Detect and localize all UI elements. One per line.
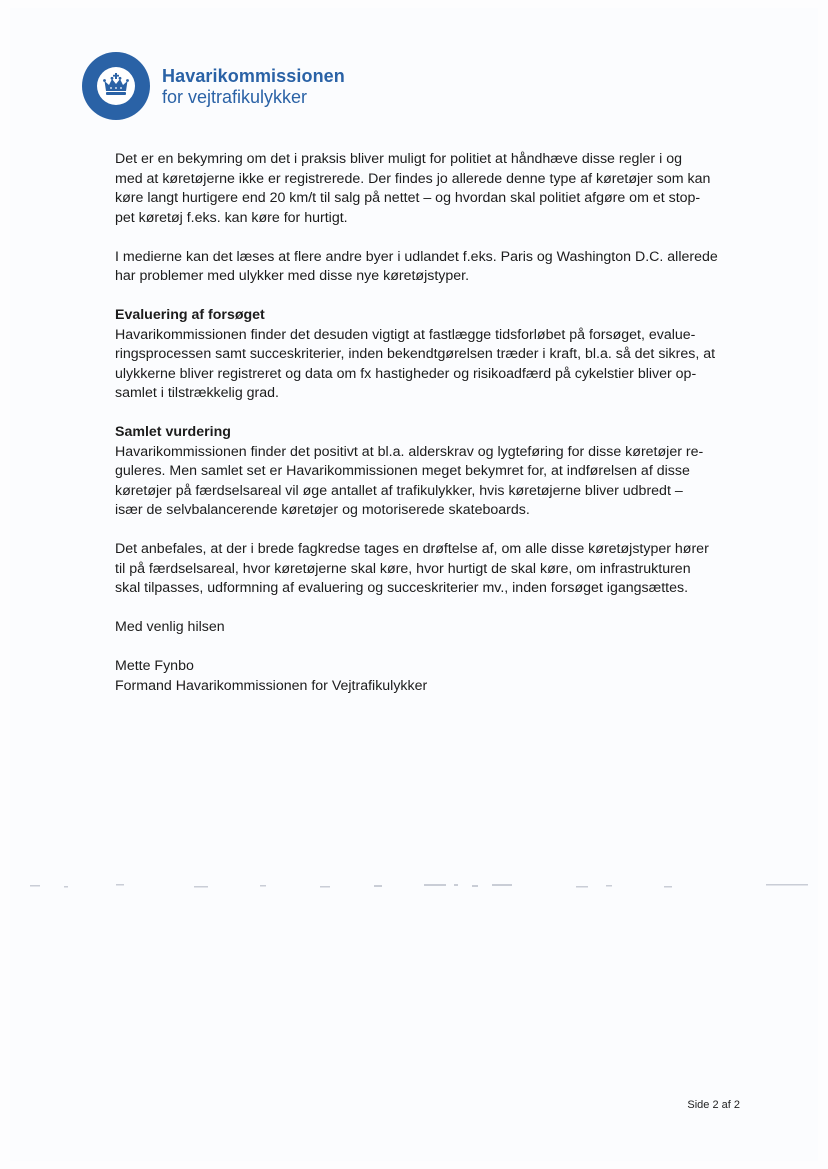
- closing-text: Med venlig hilsen: [115, 619, 225, 635]
- signature-block: [115, 657, 747, 696]
- text-line: har problemer med ulykker med disse nye køretøjstyper.: [115, 268, 470, 284]
- paragraph-enforcement: [115, 150, 747, 228]
- text-line: med at køretøjerne ikke er registrerede. Der findes jo allerede denne type af køretøjer som kan: [115, 170, 711, 187]
- text-line: køre langt hurtigere end 20 km/t til salg på nettet – og hvordan skal politiet afgøre om et stop-: [115, 190, 701, 206]
- signer-name: Mette Fynbo: [115, 658, 194, 674]
- text-line: ulykkerne bliver registreret og data om fx hastigheder og risikoadfærd på cykelstier bliver op-: [115, 365, 697, 382]
- section-evaluation: [115, 306, 747, 404]
- text-line: især de selvbalancerende køretøjer og motoriserede skateboards.: [115, 502, 530, 518]
- text-line: skal tilpasses, udformning af evaluering og succeskriterier mv., inden forsøget igangsættes.: [115, 580, 689, 596]
- text-line: pet køretøj f.eks. kan køre for hurtigt.: [115, 209, 348, 226]
- scan-artifact: [24, 880, 814, 892]
- text-line: Havarikommissionen finder det positivt at bl.a. alderskrav og lygteføring for disse køretøjer re-: [115, 443, 704, 460]
- org-name-line2: for vejtrafikulykker: [162, 86, 308, 107]
- paragraph-recommendation: [115, 540, 747, 599]
- text-line: Havarikommissionen finder det desuden vigtigt at fastlægge tidsforløbet på forsøget, evalue-: [115, 326, 696, 343]
- text-line: køretøjer på færdselsareal vil øge antallet af trafikulykker, hvis køretøjerne bliver udbredt –: [115, 482, 683, 499]
- text-line: Det er en bekymring om det i praksis bliver muligt for politiet at håndhæve disse regler i og: [115, 151, 682, 167]
- section-heading: Evaluering af forsøget: [115, 307, 265, 323]
- text-line: I medierne kan det læses at flere andre byer i udlandet f.eks. Paris og Washington D.C. allerede: [115, 248, 718, 265]
- text-line: ringsprocessen samt succeskriterier, inden bekendtgørelsen træder i kraft, bl.a. så det sikres, at: [115, 346, 716, 362]
- paragraph-media: [115, 248, 747, 287]
- text-line: til på færdselsareal, hvor køretøjerne skal køre, hvor hurtigt de skal køre, om infrastrukturen: [115, 560, 691, 577]
- text-line: samlet i tilstrækkelig grad.: [115, 385, 279, 401]
- org-name-line1: Havarikommissionen: [162, 66, 345, 86]
- text-line: guleres. Men samlet set er Havarikommissionen meget bekymret for, at indførelsen af disse: [115, 463, 690, 479]
- org-name: [162, 67, 345, 108]
- section-overall-assessment: [115, 423, 747, 521]
- letter-body: [115, 150, 747, 696]
- closing: [115, 618, 747, 638]
- crown-icon: [82, 52, 150, 120]
- page-number: Side 2 af 2: [687, 1099, 740, 1111]
- text-line: Det anbefales, at der i brede fagkredse tages en drøftelse af, om alle disse køretøjstyper hører: [115, 541, 709, 557]
- signer-title: Formand Havarikommissionen for Vejtrafikulykker: [115, 677, 428, 694]
- section-heading: Samlet vurdering: [115, 424, 231, 440]
